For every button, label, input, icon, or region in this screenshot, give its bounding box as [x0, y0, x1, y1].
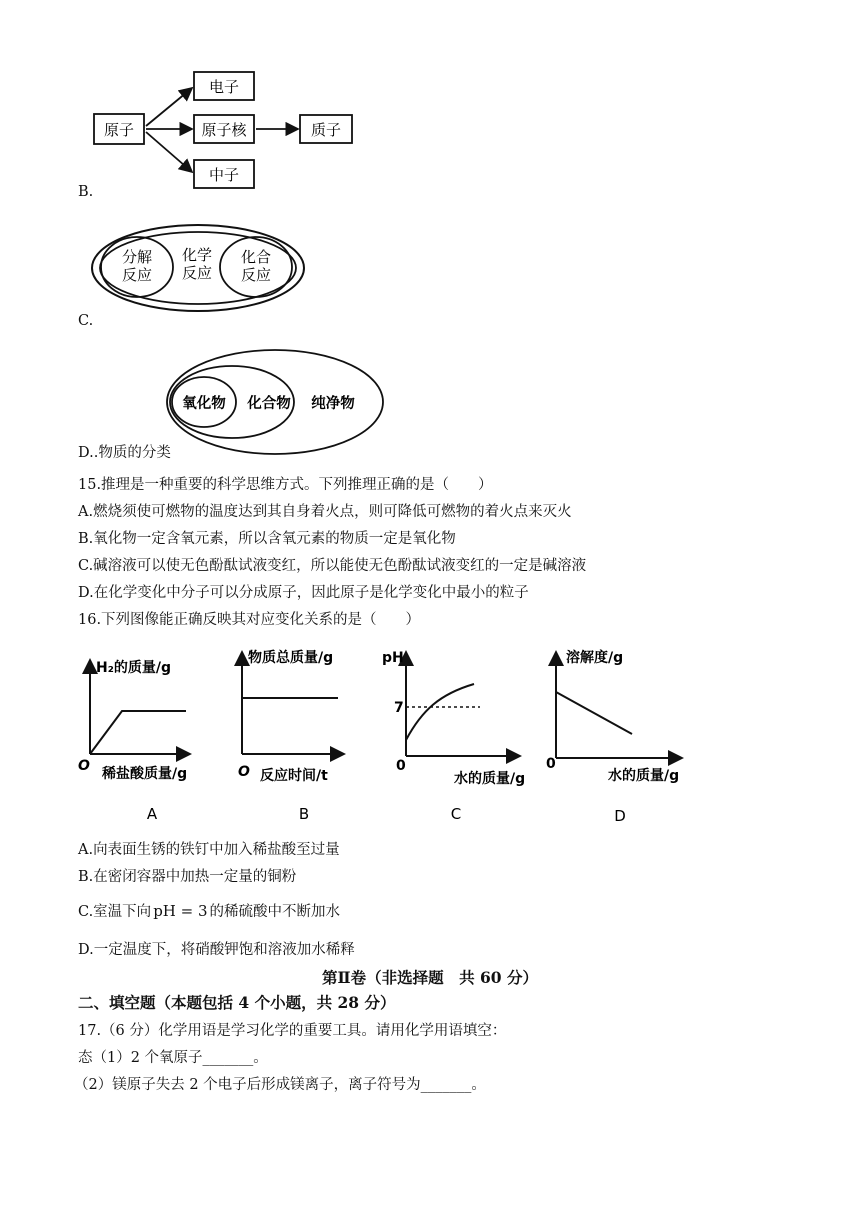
q16-graphs: [70, 640, 710, 830]
q16-option-b: B.在密闭容器中加热一定量的铜粉: [78, 869, 297, 885]
chem-text-2: 反应: [181, 264, 213, 282]
graph-a-ylabel: H₂的质量/g: [96, 660, 171, 676]
q16-option-d: D.一定温度下，将硝酸钾饱和溶液加水稀释: [78, 942, 355, 958]
electron-label: 电子: [208, 78, 240, 96]
graph-d-curve: [556, 692, 632, 734]
graph-c-ylabel: pH: [382, 650, 404, 666]
decomp-text-1: 分解: [121, 248, 153, 266]
q15-option-d: D.在化学变化中分子可以分成原子，因此原子是化学变化中最小的粒子: [78, 585, 529, 601]
pure-substance-label: 纯净物: [311, 396, 355, 412]
q16-option-c-math: pH = 3: [153, 902, 208, 920]
graph-d-ylabel: 溶解度/g: [566, 650, 624, 666]
option-c-label: C.: [78, 313, 94, 329]
chem-text-1: 化学: [181, 246, 213, 264]
arrow-atom-electron: [146, 88, 192, 126]
graph-a: [78, 659, 190, 823]
graph-c-letter: C: [450, 805, 462, 823]
q16-option-c-prefix: C.室温下向: [78, 904, 152, 920]
option-d-label: D..物质的分类: [78, 445, 171, 461]
q17-sub1: 态（1）2 个氧原子_______。: [78, 1050, 268, 1066]
graph-c-curve: [406, 684, 474, 740]
q17-stem: 17.（6 分）化学用语是学习化学的重要工具。请用化学用语填空：: [78, 1023, 507, 1039]
combo-text-2: 反应: [240, 266, 272, 284]
graph-a-origin: O: [78, 758, 90, 774]
graph-c: [382, 650, 525, 823]
proton-label: 质子: [310, 121, 342, 139]
q15-option-a: A.燃烧须使可燃物的温度达到其自身着火点，则可降低可燃物的着火点来灭火: [78, 504, 572, 520]
graph-b: [238, 649, 344, 823]
graph-b-xlabel: 反应时间/t: [260, 768, 328, 784]
graph-a-xlabel: 稀盐酸质量/g: [102, 766, 188, 782]
section2-title: 二、填空题（本题包括 4 个小题，共 28 分）: [78, 993, 396, 1012]
q16-stem: 16.下列图像能正确反映其对应变化关系的是（ ）: [78, 612, 421, 628]
matter-classification-diagram: [164, 346, 386, 458]
nucleus-label: 原子核: [201, 121, 247, 139]
q16-option-a: A.向表面生锈的铁钉中加入稀盐酸至过量: [78, 842, 340, 858]
graph-d-xlabel: 水的质量/g: [608, 768, 680, 784]
compound-label: 化合物: [247, 396, 291, 412]
q15-stem: 15.推理是一种重要的科学思维方式。下列推理正确的是（ ）: [78, 477, 493, 493]
atom-structure-diagram: [90, 68, 360, 192]
reaction-type-diagram: [88, 222, 308, 314]
option-b-label: B.: [78, 184, 94, 200]
q17-sub2: （2）镁原子失去 2 个电子后形成镁离子，离子符号为_______。: [74, 1077, 486, 1093]
part2-title: 第Ⅱ卷（非选择题 共 60 分）: [322, 968, 538, 987]
graph-c-tick7: 7: [394, 700, 404, 716]
q16-option-c-suffix: 的稀硫酸中不断加水: [209, 904, 341, 920]
oxide-label: 氧化物: [182, 396, 226, 412]
atom-label: 原子: [103, 121, 135, 139]
q16-option-c: [78, 901, 340, 922]
graph-a-letter: A: [146, 805, 158, 823]
graph-d: [546, 649, 682, 825]
graph-b-ylabel: 物质总质量/g: [248, 650, 334, 666]
graph-c-xlabel: 水的质量/g: [454, 771, 526, 787]
q15-option-b: B.氧化物一定含氧元素，所以含氧元素的物质一定是氧化物: [78, 531, 456, 547]
combo-text-1: 化合: [240, 248, 272, 266]
graph-b-origin: O: [238, 764, 250, 780]
graph-d-letter: D: [614, 807, 626, 825]
graph-d-origin: 0: [546, 756, 556, 772]
arrow-atom-neutron: [146, 132, 192, 172]
neutron-label: 中子: [208, 166, 240, 184]
graph-a-curve: [90, 711, 186, 754]
q15-option-c: C.碱溶液可以使无色酚酞试液变红，所以能使无色酚酞试液变红的一定是碱溶液: [78, 558, 587, 574]
graph-b-letter: B: [298, 805, 310, 823]
decomp-text-2: 反应: [121, 266, 153, 284]
graph-c-origin: 0: [396, 758, 406, 774]
